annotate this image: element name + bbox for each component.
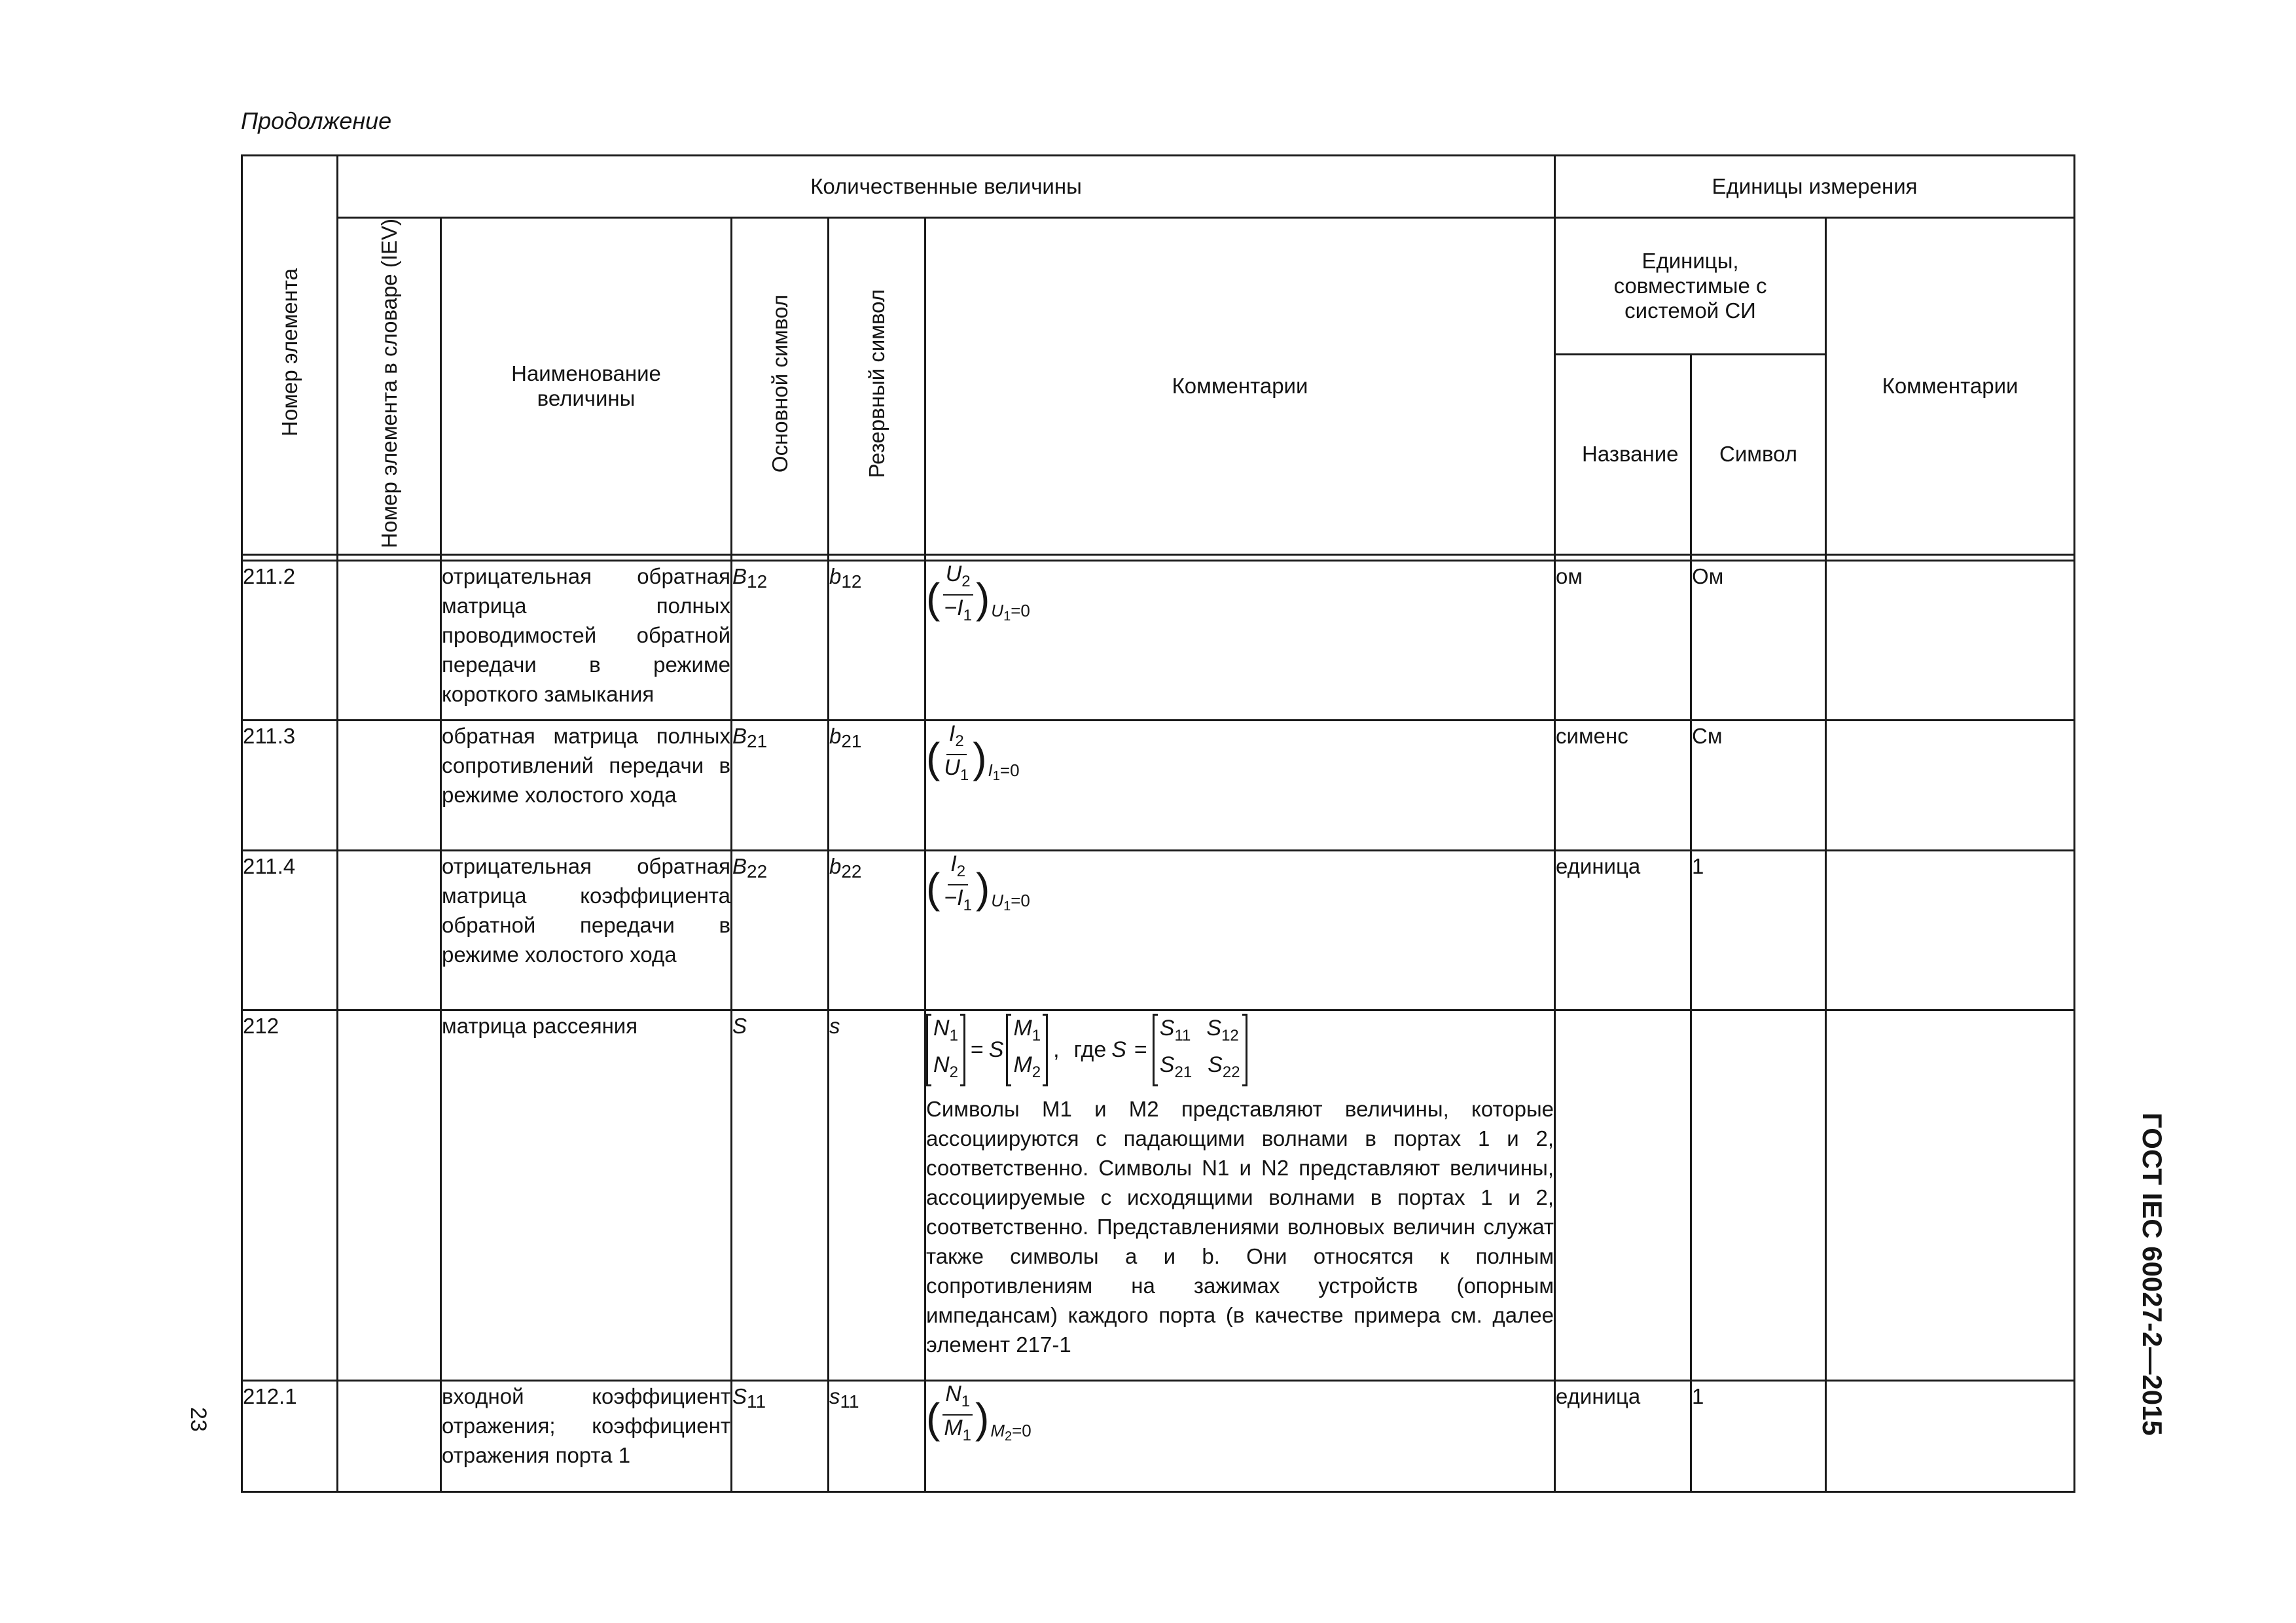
unit-name: единица: [1555, 1380, 1691, 1491]
document-code: ГОСТ IEC 60027-2—2015: [2137, 1113, 2168, 1436]
header-reserve-symbol: Резервный символ: [829, 218, 925, 555]
header-row-2: [242, 218, 2075, 355]
header-main-symbol: Основной символ: [732, 218, 829, 555]
iev-number: [338, 1380, 441, 1491]
quantity-name: матрица рассеяния: [441, 1010, 732, 1380]
quantity-name: отрицательная обратная матрица полных проводимостей обратной передачи в режиме короткого замыкания: [441, 560, 732, 720]
table-row: [242, 1010, 2075, 1380]
iev-number: [338, 720, 441, 850]
main-symbol: $S_{11}$: [732, 1380, 829, 1491]
unit-symbol: 1: [1691, 1380, 1826, 1491]
reserve-symbol: $s_{11}$: [829, 1380, 925, 1491]
element-number: 212.1: [242, 1380, 338, 1491]
unit-name: ом: [1555, 560, 1691, 720]
table-row: [242, 720, 2075, 850]
formula-cell: [925, 720, 1555, 850]
reserve-symbol: $b_{22}$: [829, 850, 925, 1010]
page-number: 23: [186, 1407, 211, 1432]
unit-comment: [1826, 720, 2075, 850]
unit-symbol: [1691, 1010, 1826, 1380]
quantity-name: отрицательная обратная матрица коэффициента обратной передачи в режиме холостого хода: [441, 850, 732, 1010]
unit-name: [1555, 1010, 1691, 1380]
formula: ( $\frac{N_1}{M_1}$ ) $M_2=0$: [926, 1381, 1031, 1444]
header-row-1: [242, 156, 2075, 218]
header-units: Единицы измерения: [1555, 156, 2075, 218]
reserve-symbol: s: [829, 1010, 925, 1380]
scattering-matrix-formula: $N_1$ $N_2$ = S $M_1$ $M_2$ , где S = $S_{11}$ $S_{12}$ $S_{21}$ $S_{22}$: [926, 1014, 1554, 1087]
header-si-units: Единицы, совместимые с системой СИ: [1555, 218, 1826, 355]
unit-symbol: Ом: [1691, 560, 1826, 720]
table-row: [242, 1380, 2075, 1491]
formula-cell: [925, 1010, 1555, 1380]
header-unit-name: Название: [1555, 355, 1691, 554]
header-separator: [242, 554, 2075, 560]
unit-name: сименс: [1555, 720, 1691, 850]
main-symbol: S: [732, 1010, 829, 1380]
header-iev-number: Номер элемента в словаре (IEV): [338, 218, 441, 555]
main-symbol: $B_{12}$: [732, 560, 829, 720]
iev-number: [338, 850, 441, 1010]
header-quantity-name: Наименование величины: [441, 218, 732, 555]
header-element-number: Номер элемента: [242, 156, 338, 555]
formula: ( $\frac{U_2}{-I_1}$ ) $U_1=0$: [926, 561, 1030, 624]
quantity-name: входной коэффициент отражения; коэффициент отражения порта 1: [441, 1380, 732, 1491]
unit-symbol: См: [1691, 720, 1826, 850]
header-comments: Комментарии: [925, 218, 1555, 555]
continuation-caption: Продолжение: [241, 107, 392, 134]
unit-comment: [1826, 850, 2075, 1010]
main-symbol: $B_{22}$: [732, 850, 829, 1010]
formula-cell: [925, 560, 1555, 720]
header-unit-symbol: Символ: [1691, 355, 1826, 554]
table-row: [242, 850, 2075, 1010]
element-number: 211.3: [242, 720, 338, 850]
table-row: [242, 560, 2075, 720]
iev-number: [338, 1010, 441, 1380]
formula: ( $\frac{I_2}{-I_1}$ ) $U_1=0$: [926, 851, 1030, 914]
unit-name: единица: [1555, 850, 1691, 1010]
unit-symbol: 1: [1691, 850, 1826, 1010]
header-quantities: Количественные величины: [338, 156, 1555, 218]
unit-comment: [1826, 560, 2075, 720]
element-number: 212: [242, 1010, 338, 1380]
formula: ( $\frac{I_2}{U_1}$ ) $I_1=0$: [926, 721, 1020, 784]
quantity-name: обратная матрица полных сопротивлений передачи в режиме холостого хода: [441, 720, 732, 850]
reserve-symbol: $b_{21}$: [829, 720, 925, 850]
reserve-symbol: $b_{12}$: [829, 560, 925, 720]
element-number: 211.2: [242, 560, 338, 720]
formula-cell: [925, 1380, 1555, 1491]
iev-number: [338, 560, 441, 720]
comment-text: Символы M1 и M2 представляют величины, которые ассоциируются с падающими волнами в портах 1 и 2, соответственно. Символы N1 и N2 представляют величины, ассоциируемые с исходящими волнами в портах 1 и 2, соответственно. Представлениями волновых величин служат также символы a и b. Они относятся к полным сопротивлениям на зажимах устройств (опорным импедансам) каждого порта (в качестве примера см. далее элемент 217-1: [926, 1097, 1554, 1357]
formula-cell: [925, 850, 1555, 1010]
element-number: 211.4: [242, 850, 338, 1010]
header-unit-comments: Комментарии: [1826, 218, 2075, 555]
unit-comment: [1826, 1010, 2075, 1380]
main-symbol: $B_{21}$: [732, 720, 829, 850]
unit-comment: [1826, 1380, 2075, 1491]
quantities-table: [241, 154, 2075, 1493]
